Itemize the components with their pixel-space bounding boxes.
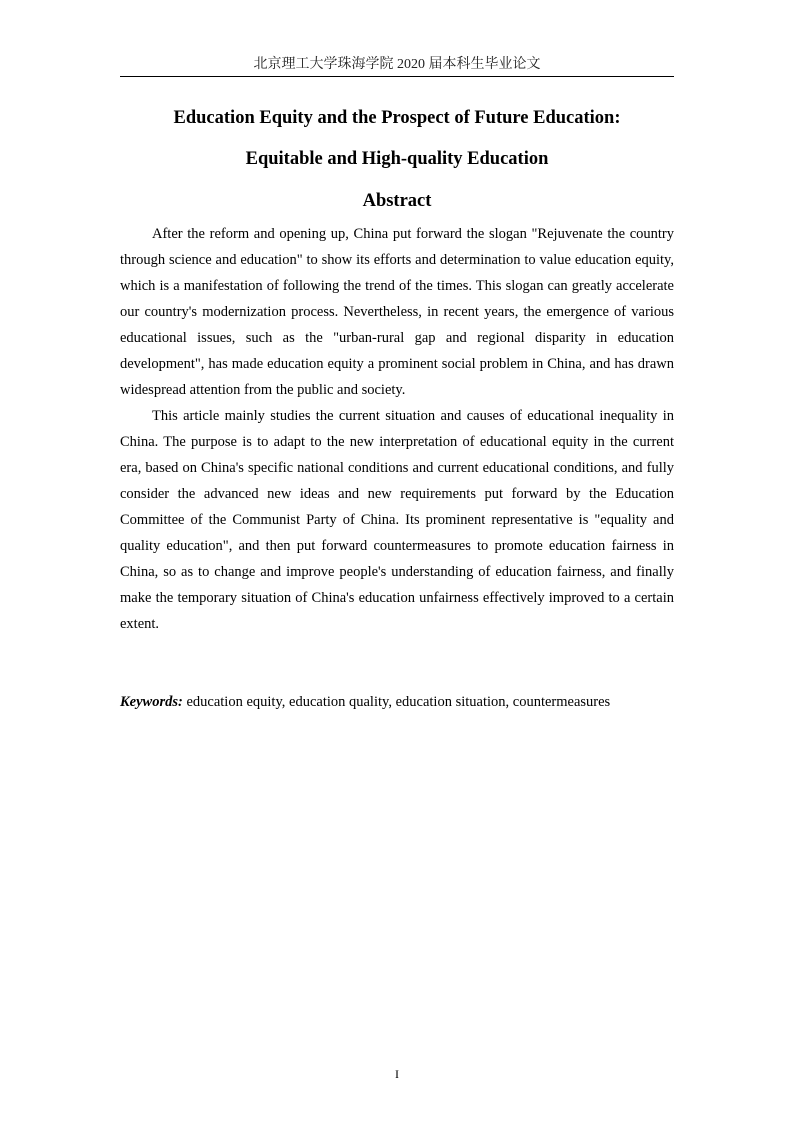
paper-title-line-2: Equitable and High-quality Education — [245, 149, 549, 169]
keywords-value: education equity, education quality, education situation, countermeasures — [186, 694, 611, 710]
page-number: I — [395, 1067, 399, 1081]
abstract-heading: Abstract — [362, 191, 432, 211]
abstract-paragraph-1: After the reform and opening up, China put forward the slogan "Rejuvenate the country through science and education" to show its efforts and determination to value education equity, which is a manifestation of following the trend of the times. This slogan can greatly accelerate our country's modernization process. Nevertheless, in recent years, the emergence of various educational issues, such as the "urban-rural gap and regional disparity in education development", has made education equity a prominent social problem in China, and has drawn widespread attention from the public and society. — [120, 226, 674, 398]
header-rule — [120, 76, 674, 77]
abstract-paragraph-2: This article mainly studies the current situation and causes of educational inequality in China. The purpose is to adapt to the new interpretation of educational equity in the current era, based on China's specific national conditions and current educational conditions, and fully consider the advanced new ideas and new requirements put forward by the Education Committee of the Communist Party of China. Its prominent representative is "equality and quality education", and then put forward countermeasures to promote education fairness in China, so as to change and improve people's understanding of education fairness, and finally make the temporary situation of China's education unfairness effectively improved to a certain extent. — [120, 408, 674, 632]
paper-title-line-1: Education Equity and the Prospect of Future Education: — [173, 108, 621, 128]
keywords-line — [120, 689, 674, 715]
running-header: 北京理工大学珠海学院 2020 届本科生毕业论文 — [253, 57, 541, 72]
keywords-label: Keywords: — [120, 694, 183, 710]
abstract-body — [120, 221, 674, 637]
